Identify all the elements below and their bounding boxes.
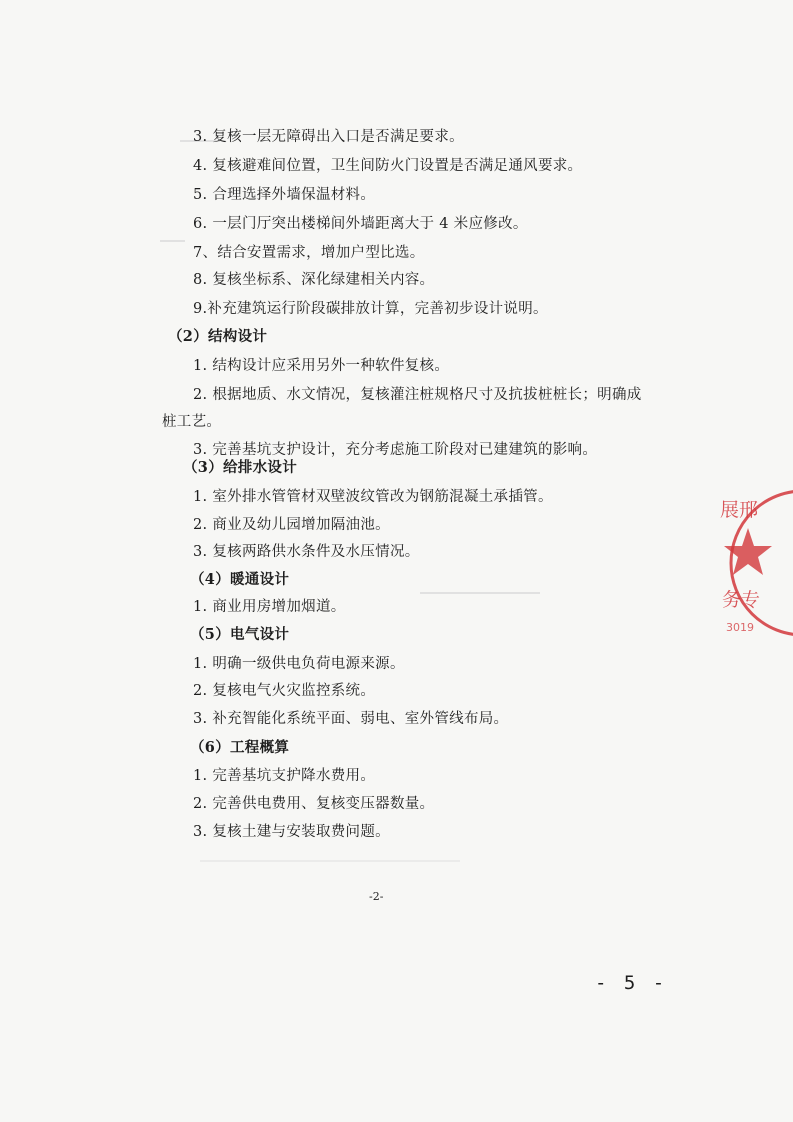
budget-item-2: 2. 完善供电费用、复核变压器数量。 [193,796,435,812]
arch-item-7: 7、结合安置需求，增加户型比选。 [193,245,425,261]
scan-noise [420,592,540,594]
water-item-3: 3. 复核两路供水条件及水压情况。 [193,544,420,560]
section-heading-structure: （2）结构设计 [168,328,268,345]
arch-item-4: 4. 复核避难间位置，卫生间防火门设置是否满足通风要求。 [193,158,583,174]
struct-item-3: 3. 完善基坑支护设计，充分考虑施工阶段对已建建筑的影响。 [193,442,598,458]
seal-text-bottom: 3019 [726,621,754,634]
scan-noise [200,860,460,862]
scan-noise [160,240,185,242]
water-item-1: 1. 室外排水管管材双壁波纹管改为钢筋混凝土承插管。 [193,489,553,505]
outer-page-number: - 5 - [595,972,668,994]
hvac-item-1: 1. 商业用房增加烟道。 [193,599,346,615]
struct-item-1: 1. 结构设计应采用另外一种软件复核。 [193,358,450,374]
arch-item-6: 6. 一层门厅突出楼梯间外墙距离大于 4 米应修改。 [193,216,528,232]
struct-item-2: 2. 根据地质、水文情况，复核灌注桩规格尺寸及抗拔桩桩长；明确成 [193,387,642,403]
section-heading-electrical: （5）电气设计 [190,626,290,643]
arch-item-5: 5. 合理选择外墙保温材料。 [193,187,376,203]
arch-item-3: 3. 复核一层无障碍出入口是否满足要求。 [193,129,464,145]
seal-text-middle: 务专 [722,589,761,611]
elec-item-1: 1. 明确一级供电负荷电源来源。 [193,656,405,672]
water-item-2: 2. 商业及幼儿园增加隔油池。 [193,517,390,533]
struct-item-2-cont: 桩工艺。 [162,414,222,430]
budget-item-3: 3. 复核土建与安装取费问题。 [193,824,390,840]
official-seal-stamp [708,488,793,638]
elec-item-2: 2. 复核电气火灾监控系统。 [193,683,376,699]
seal-text-top: 展邢 [720,499,759,521]
arch-item-9: 9.补充建筑运行阶段碳排放计算，完善初步设计说明。 [193,301,548,317]
elec-item-3: 3. 补充智能化系统平面、弱电、室外管线布局。 [193,711,509,727]
section-heading-hvac: （4）暖通设计 [190,571,290,588]
inner-page-number: -2- [369,890,384,903]
section-heading-water: （3）给排水设计 [183,459,297,476]
budget-item-1: 1. 完善基坑支护降水费用。 [193,768,376,784]
section-heading-budget: （6）工程概算 [190,739,290,756]
arch-item-8: 8. 复核坐标系、深化绿建相关内容。 [193,272,435,288]
